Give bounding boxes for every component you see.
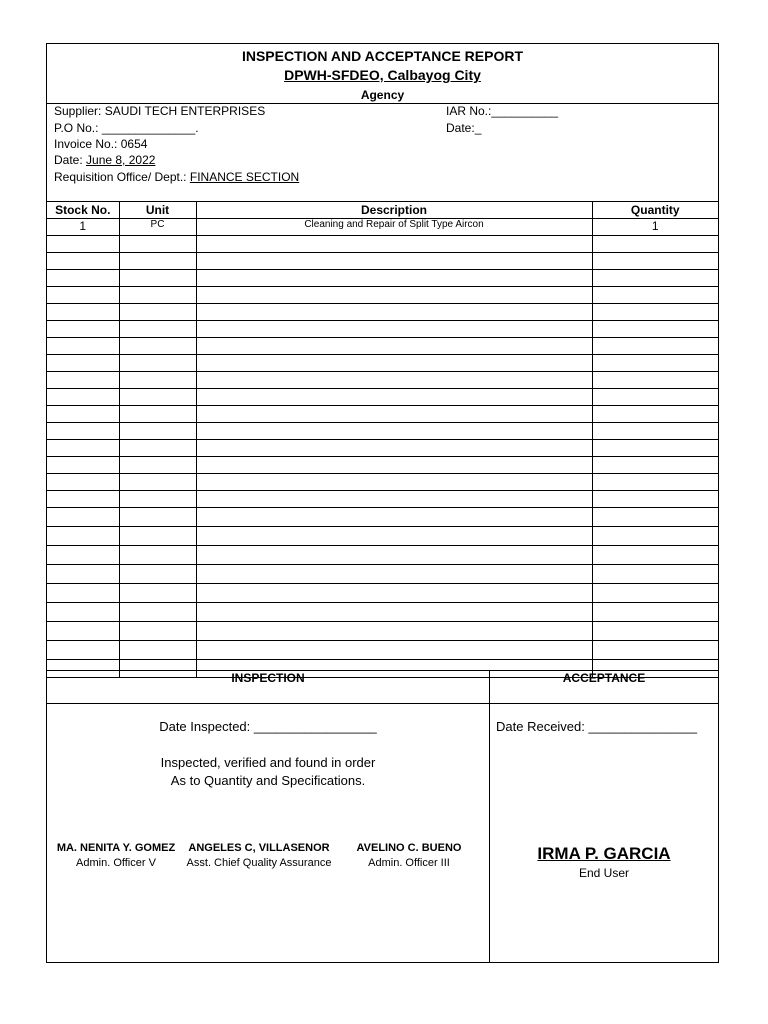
table-row	[47, 440, 718, 457]
cell-unit: PC	[119, 219, 196, 236]
table-cell	[119, 491, 196, 508]
table-cell	[592, 440, 718, 457]
table-row	[47, 219, 718, 236]
table-cell	[196, 603, 592, 622]
signatory-3	[339, 842, 479, 869]
table-cell	[47, 440, 119, 457]
table-cell	[119, 253, 196, 270]
iar-line	[446, 104, 558, 118]
table-cell	[592, 546, 718, 565]
entity-name: DPWH-SFDEO, Calbayog City	[284, 67, 481, 83]
table-cell	[119, 423, 196, 440]
table-cell	[47, 355, 119, 372]
table-row	[47, 641, 718, 660]
requisition-line	[54, 170, 299, 184]
table-cell	[196, 565, 592, 584]
table-cell	[47, 527, 119, 546]
table-cell	[196, 372, 592, 389]
table-cell	[592, 491, 718, 508]
signatory-position: Admin. Officer V	[76, 857, 156, 869]
signatory-2	[179, 842, 339, 869]
table-cell	[47, 287, 119, 304]
inspection-statement-1: Inspected, verified and found in order	[160, 755, 376, 770]
table-cell	[119, 474, 196, 491]
table-cell	[119, 527, 196, 546]
table-cell	[592, 270, 718, 287]
table-row	[47, 622, 718, 641]
end-user-name: IRMA P. GARCIA	[537, 844, 671, 863]
signatory-name: MA. NENITA Y. GOMEZ	[56, 842, 176, 854]
table-cell	[119, 641, 196, 660]
table-cell	[592, 253, 718, 270]
table-cell	[119, 565, 196, 584]
table-cell	[47, 546, 119, 565]
table-cell	[47, 641, 119, 660]
table-cell	[47, 603, 119, 622]
table-cell	[196, 584, 592, 603]
table-cell	[592, 423, 718, 440]
col-header-stock-no: Stock No.	[47, 202, 119, 219]
table-row	[47, 546, 718, 565]
table-cell	[47, 457, 119, 474]
table-cell	[47, 406, 119, 423]
col-header-unit: Unit	[119, 202, 196, 219]
date2-value: _	[474, 121, 482, 135]
table-cell	[119, 372, 196, 389]
po-line	[54, 121, 199, 135]
table-row	[47, 253, 718, 270]
table-cell	[196, 304, 592, 321]
table-cell	[47, 491, 119, 508]
table-cell	[119, 355, 196, 372]
supplier-value: SAUDI TECH ENTERPRISES	[104, 104, 266, 118]
table-cell	[47, 236, 119, 253]
entity-label: Agency	[360, 88, 405, 102]
table-row	[47, 406, 718, 423]
po-label: P.O No.:	[54, 121, 99, 135]
iar-label: IAR No.:	[446, 104, 492, 118]
table-cell	[196, 457, 592, 474]
table-cell	[47, 372, 119, 389]
table-cell	[592, 372, 718, 389]
cell-quantity: 1	[592, 219, 718, 236]
table-cell	[47, 474, 119, 491]
invoice-line	[54, 137, 147, 151]
table-cell	[196, 287, 592, 304]
table-row	[47, 355, 718, 372]
table-cell	[47, 270, 119, 287]
table-cell	[119, 440, 196, 457]
col-header-quantity: Quantity	[592, 202, 718, 219]
divider	[47, 703, 718, 704]
requisition-value: FINANCE SECTION	[189, 170, 300, 184]
table-cell	[592, 287, 718, 304]
table-row	[47, 508, 718, 527]
table-cell	[119, 406, 196, 423]
table-cell	[196, 527, 592, 546]
date-value: June 8, 2022	[86, 153, 156, 167]
date-received: Date Received: _______________	[496, 719, 697, 734]
table-cell	[592, 304, 718, 321]
date-line	[54, 153, 261, 167]
table-cell	[196, 406, 592, 423]
table-row	[47, 474, 718, 491]
table-cell	[47, 565, 119, 584]
date2-label: Date:	[446, 121, 475, 135]
invoice-value: 0654	[120, 137, 148, 151]
table-cell	[119, 287, 196, 304]
table-row	[47, 491, 718, 508]
end-user-position: End User	[578, 866, 630, 880]
table-row	[47, 457, 718, 474]
table-cell	[196, 338, 592, 355]
table-cell	[196, 321, 592, 338]
table-cell	[592, 508, 718, 527]
table-cell	[592, 406, 718, 423]
table-cell	[196, 474, 592, 491]
invoice-label: Invoice No.:	[54, 137, 118, 151]
table-row	[47, 603, 718, 622]
table-cell	[196, 270, 592, 287]
table-row	[47, 423, 718, 440]
acceptance-header: ACCEPTANCE	[562, 671, 646, 685]
table-cell	[196, 236, 592, 253]
table-row	[47, 304, 718, 321]
table-row	[47, 287, 718, 304]
requisition-label: Requisition Office/ Dept.:	[54, 170, 187, 184]
table-cell	[196, 389, 592, 406]
form-title: INSPECTION AND ACCEPTANCE REPORT	[241, 48, 524, 64]
table-row	[47, 565, 718, 584]
signatory-name: AVELINO C. BUENO	[356, 842, 462, 854]
table-cell	[119, 546, 196, 565]
table-cell	[119, 508, 196, 527]
table-cell	[119, 603, 196, 622]
table-cell	[119, 270, 196, 287]
table-cell	[119, 321, 196, 338]
table-cell	[196, 491, 592, 508]
table-cell	[592, 474, 718, 491]
table-cell	[592, 584, 718, 603]
table-cell	[196, 440, 592, 457]
signatory-1	[47, 842, 185, 869]
items-table	[47, 202, 718, 678]
table-cell	[47, 338, 119, 355]
table-cell	[592, 603, 718, 622]
signatory-position: Asst. Chief Quality Assurance	[186, 857, 332, 869]
table-cell	[196, 622, 592, 641]
table-cell	[196, 355, 592, 372]
table-cell	[196, 546, 592, 565]
iar-value: __________	[491, 104, 559, 118]
table-cell	[47, 508, 119, 527]
table-cell	[47, 304, 119, 321]
section-divider	[489, 670, 490, 962]
inspection-statement-2: As to Quantity and Specifications.	[170, 773, 366, 788]
date-inspected: Date Inspected: _________________	[159, 719, 377, 734]
table-cell	[196, 508, 592, 527]
table-cell	[592, 457, 718, 474]
table-row	[47, 321, 718, 338]
table-header-row	[47, 202, 718, 219]
table-cell	[47, 389, 119, 406]
table-cell	[47, 584, 119, 603]
table-cell	[592, 527, 718, 546]
table-cell	[47, 253, 119, 270]
table-cell	[592, 321, 718, 338]
supplier-label: Supplier:	[54, 104, 102, 118]
table-cell	[592, 622, 718, 641]
col-header-description: Description	[196, 202, 592, 219]
table-cell	[196, 423, 592, 440]
table-cell	[592, 389, 718, 406]
signatory-name: ANGELES C, VILLASENOR	[188, 842, 330, 854]
inspection-header: INSPECTION	[231, 671, 305, 685]
table-row	[47, 389, 718, 406]
table-cell	[592, 641, 718, 660]
table-cell	[119, 236, 196, 253]
po-value: ______________.	[101, 121, 199, 135]
items-body	[47, 219, 718, 678]
table-cell	[119, 622, 196, 641]
cell-description: Cleaning and Repair of Split Type Aircon	[196, 219, 592, 236]
table-row	[47, 584, 718, 603]
table-cell	[592, 338, 718, 355]
signatory-position: Admin. Officer III	[368, 857, 450, 869]
table-cell	[196, 253, 592, 270]
table-cell	[196, 641, 592, 660]
table-cell	[119, 338, 196, 355]
date2-line	[446, 121, 481, 135]
table-cell	[47, 423, 119, 440]
table-cell	[592, 236, 718, 253]
table-cell	[119, 457, 196, 474]
table-cell	[47, 622, 119, 641]
table-cell	[119, 304, 196, 321]
table-cell	[119, 584, 196, 603]
table-row	[47, 236, 718, 253]
table-cell	[119, 389, 196, 406]
table-cell	[592, 565, 718, 584]
table-cell	[592, 355, 718, 372]
date-label: Date:	[54, 153, 83, 167]
iar-form	[46, 43, 719, 963]
table-cell	[47, 321, 119, 338]
table-row	[47, 372, 718, 389]
table-row	[47, 270, 718, 287]
table-row	[47, 338, 718, 355]
cell-stock-no: 1	[47, 219, 119, 236]
supplier-line	[54, 104, 265, 118]
table-row	[47, 527, 718, 546]
